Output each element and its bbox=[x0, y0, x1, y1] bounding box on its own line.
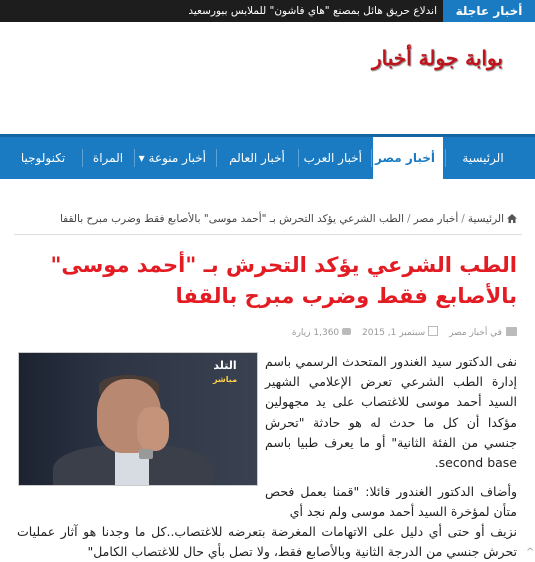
article-date: سبتمبر 1, 2015 bbox=[362, 328, 438, 338]
nav-item-home[interactable]: الرئيسية bbox=[462, 151, 504, 165]
nav-divider bbox=[298, 149, 299, 167]
content-divider bbox=[14, 234, 522, 235]
channel-logo: التلد مباشر bbox=[212, 359, 238, 384]
nav-item-arab-news[interactable]: أخبار العرب bbox=[303, 151, 362, 165]
nav-divider bbox=[371, 149, 372, 167]
article-paragraph: نفى الدكتور سيد الغندور المتحدث الرسمي باسم إدارة الطب الشرعي تعرض الإعلامي الشهير السيد أحمد موسى للاغتصاب على يد مجهولين مؤكدا أن كل ما حدث له هو حادثة "تحرش جنسي من الفئة الثانية" أو ما يعرف طبيا باسم second base. bbox=[265, 354, 517, 471]
article-paragraph: نزيف أو حتى أي دليل على الاتهامات المغرضة بتعرضه للاغتصاب..كل ما وجدنا هو آثار عمليات تحرش جنسي من الدرجة الثانية وبالأصابع فقط، ولا تصل بأي حال للاغتصاب الكامل" bbox=[17, 524, 517, 560]
nav-item-woman[interactable]: المراة bbox=[92, 151, 124, 165]
nav-item-technology[interactable]: تكنولوجيا bbox=[20, 151, 66, 165]
nav-item-egypt-news[interactable]: أخبار مصر bbox=[373, 137, 443, 179]
breaking-news-label: أخبار عاجلة bbox=[443, 0, 535, 22]
breadcrumb-section-link[interactable]: أخبار مصر bbox=[413, 213, 459, 225]
breadcrumb-separator: / bbox=[407, 213, 411, 225]
article-category[interactable]: في أخبار مصر bbox=[449, 328, 517, 338]
nav-divider bbox=[445, 149, 446, 167]
folder-icon bbox=[506, 327, 517, 336]
article-paragraph: وأضاف الدكتور الغندور قائلا: "قمنا بعمل فحص متأن لمؤخرة السيد أحمد موسى ولم نجد أي bbox=[265, 484, 517, 520]
main-nav bbox=[0, 134, 535, 179]
nav-item-misc-dropdown[interactable]: أخبار منوعة ▾ bbox=[138, 151, 206, 165]
site-header bbox=[0, 22, 535, 132]
breadcrumb bbox=[60, 210, 517, 228]
breaking-news-ticker[interactable]: اندلاع حريق هائل بمصنع "هاي فاشون" للملابس ببورسعيد bbox=[188, 5, 437, 17]
article-meta bbox=[284, 325, 517, 341]
scroll-up-icon[interactable]: ^ bbox=[526, 547, 535, 558]
breaking-news-bar bbox=[0, 0, 535, 22]
article-title: الطب الشرعي يؤكد التحرش بـ "أحمد موسى" بالأصابع فقط وضرب مبرح بالقفا bbox=[50, 253, 517, 308]
nav-divider bbox=[134, 149, 135, 167]
breadcrumb-current: الطب الشرعي يؤكد التحرش بـ "أحمد موسى" بالأصابع فقط وضرب مبرح بالقفا bbox=[59, 213, 405, 225]
home-icon bbox=[507, 214, 517, 223]
article-views: 1,360 زيارة bbox=[292, 328, 351, 338]
article-image bbox=[18, 352, 258, 486]
nav-divider bbox=[216, 149, 217, 167]
views-icon bbox=[342, 328, 351, 335]
nav-item-world-news[interactable]: أخبار العالم bbox=[229, 151, 285, 165]
calendar-icon bbox=[428, 326, 438, 336]
breadcrumb-separator: / bbox=[461, 213, 465, 225]
breadcrumb-home-link[interactable]: الرئيسية bbox=[467, 213, 504, 225]
site-logo[interactable]: بوابة جولة أخبار bbox=[372, 46, 503, 70]
nav-divider bbox=[82, 149, 83, 167]
